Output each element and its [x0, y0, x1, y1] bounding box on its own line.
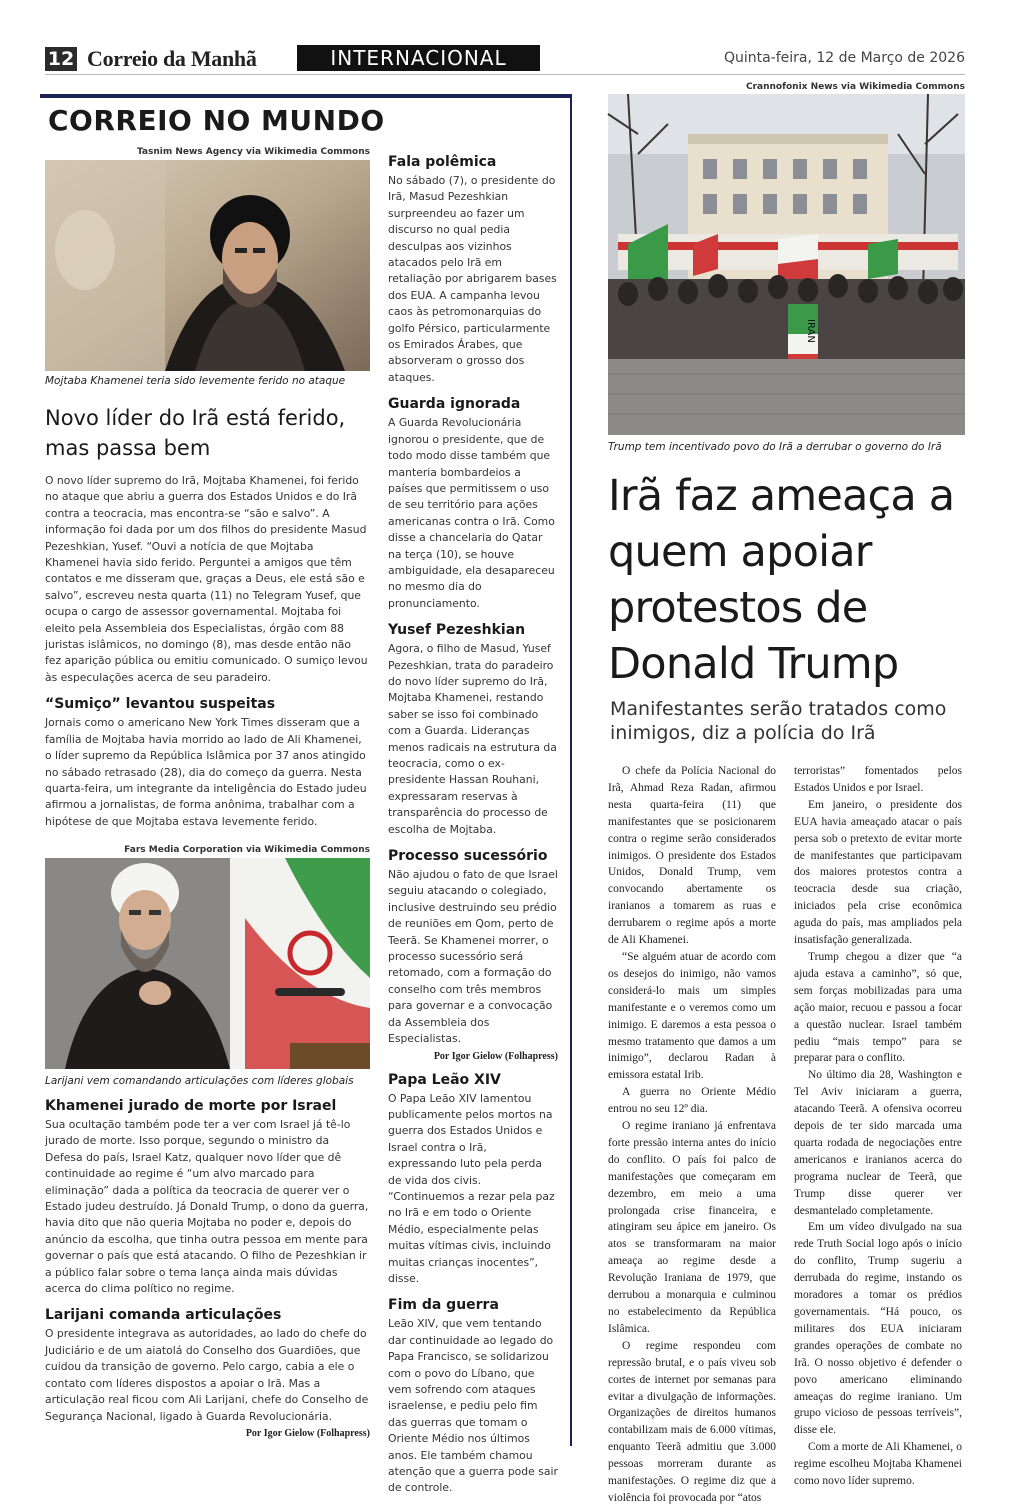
paragraph: O regime iraniano já enfrentava forte pressão interna antes do início do conflito. O país foi palco de manifestações que começaram em dezembro, em meio a uma prolongada crise financeira, e atingiram seu ápice em janeiro. Os atos se transformaram na maior ameaça ao regime desde a Revolução Iraniana de 1979, que derrubou a monarquia e culminou no estabelecimento da República Islâmica. — [608, 1120, 776, 1335]
byline: Por Igor Gielow (Folhapress) — [433, 1050, 558, 1062]
section-label: INTERNACIONAL — [297, 45, 540, 71]
subheading: Processo sucessório — [388, 848, 548, 865]
paragraph: Em janeiro, o presidente dos EUA havia ameaçado atacar o país persa sob o pretexto de evitar morte de manifestantes que participavam dos maiores protestos contra a teocracia desde sua criação, iniciados pela crise econômica aguda do país, mas ampliados pela insatisfação generalizada. — [794, 798, 962, 947]
main-subtitle: Manifestantes serão tratados como inimigos, diz a polícia do Irã — [610, 698, 947, 744]
subheading: Yusef Pezeshkian — [388, 622, 526, 639]
paragraph: Agora, o filho de Masud, Yusef Pezeshkian, trata do paradeiro do novo líder supremo do Irã, Mojtaba Khamenei, restando saber se isso foi combinado com a Guarda. Lideranças menos radicais na estrutura da teocracia, como o ex-presidente Hassan Rouhani, expressaram reservas à transparência do processo de escolha de Mojtaba. — [388, 642, 557, 836]
story-headline: Novo líder do Irã está ferido, mas passa bem — [45, 406, 346, 460]
paragraph: A guerra no Oriente Médio entrou no seu 12º dia. — [608, 1086, 776, 1116]
larijani-photo — [45, 858, 370, 1069]
photo-credit: Fars Media Corporation via Wikimedia Commons — [124, 845, 370, 855]
paragraph: Não ajudou o fato de que Israel seguiu atacando o colegiado, inclusive destruindo seu prédio de reuniões em Qom, perto de Teerã. Se Khamenei morrer, o processo sucessório será retomado, com a formação do conselho com três membros para governar e a convocação da Assembleia dos Especialistas. — [388, 868, 558, 1046]
frame-title: CORREIO NO MUNDO — [48, 104, 385, 137]
subheading: Guarda ignorada — [388, 396, 521, 413]
flag-text: IRAN — [805, 319, 816, 343]
main-headline: Irã faz ameaça a quem apoiar protestos de Donald Trump — [608, 471, 955, 689]
khamenei-photo — [45, 160, 370, 371]
paragraph: No sábado (7), o presidente do Irã, Masud Pezeshkian surpreendeu ao fazer um discurso no qual pedia desculpas aos vizinhos atacados pelo Irã em retaliação por abrigarem bases dos EUA. A campanha levou caos às petromonarquias do golfo Pérsico, particularmente os Emirados Árabes, que absorveram o grosso dos ataques. — [388, 174, 557, 384]
newspaper-brand: Correio da Manhã — [87, 46, 257, 71]
paragraph: O regime respondeu com repressão brutal, e o país viveu sob cortes de internet por semanas para evitar a divulgação de informações. Organizações de direitos humanos contabilizam mais de 6.000 vítimas, enquanto Teerã admitiu que 3.000 pessoas morreram durante as manifestações. O regime diz que a violência foi provocada por “atos — [608, 1339, 776, 1504]
subheading: Fala polêmica — [388, 154, 497, 170]
photo-credit: Crannofonix News via Wikimedia Commons — [745, 82, 965, 92]
photo-caption: Larijani vem comandando articulações com líderes globais — [45, 1075, 354, 1087]
subheading: Larijani comanda articulações — [45, 1307, 282, 1324]
paragraph: O novo líder supremo do Irã, Mojtaba Khamenei, foi ferido no ataque que abriu a guerra dos Estados Unidos e do Irã contra a teocracia, mas encontra-se “são e salvo”. A informação foi dada por um dos filhos do presidente Masud Pezeshkian, Yusef. “Ouvi a notícia de que Mojtaba Khamenei havia sido ferido. Perguntei a amigos que têm contatos e me disseram que, graças a Deus, ele está são e salvo”, escreveu nesta quarta (11) no Telegram Yusef, que ocupa o cargo de assessor governamental. Mojtaba foi eleito pela Assembleia dos Especialistas, órgão com 88 juristas islâmicos, no domingo (8), mas desde então não fez aparição pública ou emitiu comunicado. O sumiço levou às especulações acerca de seu paradeiro. — [45, 474, 368, 684]
photo-credit: Tasnim News Agency via Wikimedia Commons — [136, 147, 370, 157]
article-column-2 — [794, 763, 962, 1490]
story-body-continued — [45, 1094, 370, 1439]
byline: Por Igor Gielow (Folhapress) — [245, 1427, 370, 1439]
paragraph: O Papa Leão XIV lamentou publicamente pelos mortos na guerra dos Estados Unidos e Israel contra o Irã, expressando luto pela perda de vida dos civis. “Continuemos a rezar pela paz no Irã e em todo o Oriente Médio, especialmente pelas muitas vítimas civis, incluindo muitas crianças inocentes”, disse. — [388, 1091, 555, 1285]
paragraph: O chefe da Polícia Nacional do Irã, Ahmad Reza Radan, afirmou nesta quarta-feira (11) que manifestantes que se posicionarem contra o regime serão considerados inimigos. O presidente dos Estados Unidos, Donald Trump, vem convocando abertamente os iranianos a tomarem as ruas e derrubarem o regime após a morte de Ali Khamenei. — [608, 765, 776, 947]
subheading: “Sumiço” levantou suspeitas — [45, 696, 276, 713]
header-divider — [45, 74, 965, 75]
paragraph: O presidente integrava as autoridades, ao lado do chefe do Judiciário e de um aiatolá do Conselho dos Guardiões, que cuidou da transição de governo. Pelo cargo, cabia a ele o contato com líderes dispostos a apoiar o Irã. Mas a articulação real ficou com Ali Larijani, chefe do Conselho de Segurança Nacional, ligado à Guarda Revolucionária. — [45, 1327, 369, 1423]
protest-photo — [608, 94, 965, 435]
side-column — [388, 150, 558, 1497]
paragraph: terroristas” fomentados pelos Estados Unidos e por Israel. — [794, 765, 962, 794]
subheading: Papa Leão XIV — [388, 1071, 501, 1088]
photo-caption: Trump tem incentivado povo do Irã a derrubar o governo do Irã — [608, 441, 942, 453]
paragraph: Com a morte de Ali Khamenei, o regime escolheu Mojtaba Khamenei como novo líder supremo. — [794, 1441, 962, 1488]
paragraph: Em um vídeo divulgado na sua rede Truth Social logo após o início do conflito, Trump sugeriu a derrubada do regime, instando os moradores a tomar os prédios governamentais. “Há pouco, os militares dos EUA iniciaram grandes operações de combate no Irã. O nosso objetivo é defender o povo americano eliminando ameaças do regime iraniano. Um grupo vicioso de pessoas terríveis”, disse ele. — [794, 1221, 962, 1437]
paragraph: “Se alguém atuar de acordo com os desejos do inimigo, não vamos considerá-lo mais um simples manifestante e o veremos como um inimigo. E daremos a esta pessoa o mesmo tratamento que damos a um inimigo”, declarou Radan à emissora estatal Irib. — [608, 950, 776, 1082]
paragraph: Sua ocultação também pode ter a ver com Israel já tê-lo jurado de morte. Isso porque, segundo o ministro da Defesa do país, Israel Katz, qualquer novo líder que dê continuidade ao regime é “um alvo marcado para eliminação” dada a política da teocracia de querer ver o Estado judeu destruído. Já Donald Trump, o dono da guerra, havia dito que não queria Mojtaba no poder e, depois do anúncio da escolha, que tinha outra pessoa em mente para governar o país que está atacando. O filho de Pezeshkian ir a público falar sobre o tema lança ainda mais dúvidas acerca do clima político no regime. — [45, 1118, 369, 1296]
paragraph: Trump chegou a dizer que “a ajuda estava a caminho”, só que, sem forças mobilizadas para uma ação maior, recuou e passou a focar a questão nuclear. Israel também pediu “mais tempo” para se preparar para o conflito. — [794, 950, 962, 1065]
paragraph: Leão XIV, que vem tentando dar continuidade ao legado do Papa Francisco, se solidarizou com o povo do Líbano, que vem sofrendo com ataques israelense, e pediu pelo fim das guerras que tomam o Oriente Médio nos últimos anos. Ele também chamou atenção que a guerra pode sair de controle. — [388, 1317, 558, 1495]
article-column-1 — [608, 763, 776, 1507]
page-header — [45, 44, 965, 74]
paragraph: A Guarda Revolucionária ignorou o presidente, que de todo modo disse também que manteria bombardeios a países que permitissem o uso de seu território para ações americanas contra o Irã. Como disse a chancelaria do Qatar na terça (10), se houve ambiguidade, ela desapareceu no mesmo dia do pronunciamento. — [388, 416, 555, 610]
subheading: Khamenei jurado de morte por Israel — [45, 1098, 337, 1114]
page-number: 12 — [45, 47, 77, 71]
issue-date: Quinta-feira, 12 de Março de 2026 — [723, 50, 965, 66]
story-body — [45, 473, 370, 830]
paragraph: No último dia 28, Washington e Tel Aviv iniciaram a guerra, atacando Teerã. A ofensiva ocorreu depois de ter sido marcada uma quarta rodada de negociações entre americanos e iranianos acerca do programa nuclear de Teerã, que Trump disse querer ver desmantelado completamente. — [794, 1069, 962, 1217]
photo-caption: Mojtaba Khamenei teria sido levemente ferido no ataque — [45, 375, 346, 387]
subheading: Fim da guerra — [388, 1297, 499, 1314]
paragraph: Jornais como o americano New York Times disseram que a família de Mojtaba havia morrido ao lado de Ali Khamenei, o líder supremo da República Islâmica por 37 anos atingido no sábado retrasado (28), dia do começo da guerra. Nesta quarta-feira, um integrante da inteligência do Estado judeu afirmou a jornalistas, de forma anônima, trabalhar com a hipótese de que Mojtaba estava levemente ferido. — [45, 716, 367, 828]
